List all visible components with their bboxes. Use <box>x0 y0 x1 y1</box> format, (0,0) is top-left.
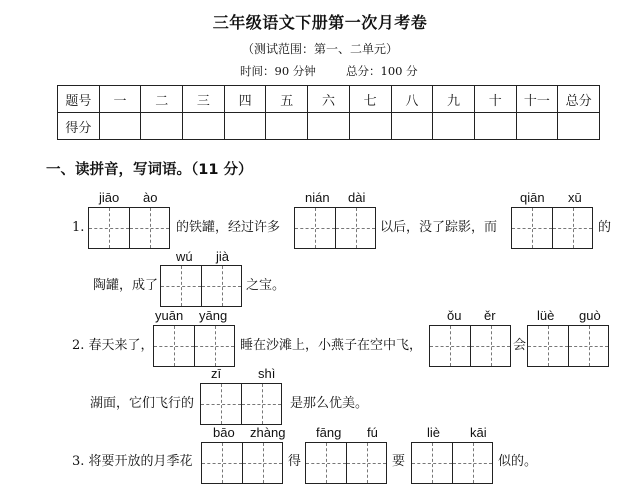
pinyin-label: ào <box>143 190 158 205</box>
score-cell[interactable] <box>474 113 516 140</box>
score-cell[interactable] <box>349 113 391 140</box>
question-text: 之宝。 <box>246 278 286 293</box>
score-cell[interactable] <box>266 113 308 140</box>
score-table-header: 一 <box>99 86 141 113</box>
score-table-header-row <box>58 86 600 113</box>
pinyin-label: ǒu <box>447 308 462 323</box>
question-text: 湖面，它们飞行的 <box>90 396 195 411</box>
pinyin-label: nián <box>305 190 330 205</box>
section-1-title: 一、读拼音，写词语。（11 分） <box>46 162 253 178</box>
answer-grid[interactable] <box>429 325 511 367</box>
question-number: 1. <box>72 220 85 235</box>
score-table-header: 四 <box>224 86 266 113</box>
pinyin-label: bāo <box>213 425 235 440</box>
pinyin-label: dài <box>348 190 366 205</box>
question-text: 2. 春天来了， <box>72 338 154 353</box>
answer-grid[interactable] <box>294 207 376 249</box>
answer-grid[interactable] <box>200 383 282 425</box>
score-row-label: 得分 <box>58 113 100 140</box>
answer-grid[interactable] <box>527 325 609 367</box>
pinyin-label: kāi <box>470 425 487 440</box>
total-score: 总分：100 分 <box>346 64 418 78</box>
score-table-header: 五 <box>266 86 308 113</box>
test-scope: （测试范围：第一、二单元） <box>241 42 398 56</box>
question-text: 是那么优美。 <box>290 396 369 411</box>
pinyin-label: guò <box>579 308 601 323</box>
answer-grid[interactable] <box>411 442 493 484</box>
score-cell[interactable] <box>308 113 350 140</box>
question-text: 似的。 <box>498 454 538 469</box>
score-cell[interactable] <box>183 113 225 140</box>
question-text: 得 <box>288 454 302 469</box>
answer-grid[interactable] <box>201 442 283 484</box>
pinyin-label: qiān <box>520 190 545 205</box>
pinyin-label: liè <box>427 425 441 440</box>
question-text: 要 <box>392 454 406 469</box>
score-table-header: 九 <box>433 86 475 113</box>
question-text: 以后，没了踪影，而 <box>380 220 498 235</box>
question-text: 会 <box>513 338 527 353</box>
question-text: 的铁罐，经过许多 <box>176 220 281 235</box>
score-cell[interactable] <box>391 113 433 140</box>
score-cell[interactable] <box>99 113 141 140</box>
pinyin-label: wú <box>176 249 193 264</box>
pinyin-label: lüè <box>537 308 555 323</box>
question-text: 睡在沙滩上，小燕子在空中飞， <box>240 338 423 353</box>
pinyin-label: fú <box>367 425 378 440</box>
score-table-header: 三 <box>183 86 225 113</box>
score-table-header: 八 <box>391 86 433 113</box>
answer-grid[interactable] <box>88 207 170 249</box>
score-cell[interactable] <box>224 113 266 140</box>
pinyin-label: zī <box>211 366 222 381</box>
score-table-header: 七 <box>349 86 391 113</box>
score-table-header: 十一 <box>516 86 558 113</box>
question-text: 陶罐，成了 <box>93 278 159 293</box>
pinyin-label: zhàng <box>250 425 286 440</box>
score-table-header: 六 <box>308 86 350 113</box>
pinyin-label: jià <box>216 249 230 264</box>
score-table-header: 总分 <box>558 86 600 113</box>
score-cell[interactable] <box>558 113 600 140</box>
pinyin-label: yuān <box>155 308 184 323</box>
pinyin-label: fāng <box>316 425 342 440</box>
pinyin-label: ěr <box>484 308 496 323</box>
pinyin-label: jiāo <box>99 190 120 205</box>
answer-grid[interactable] <box>153 325 235 367</box>
score-table-header: 题号 <box>58 86 100 113</box>
page-title: 三年级语文下册第一次月考卷 <box>212 13 428 32</box>
pinyin-label: yāng <box>199 308 228 323</box>
score-cell[interactable] <box>141 113 183 140</box>
pinyin-label: xū <box>568 190 582 205</box>
answer-grid[interactable] <box>511 207 593 249</box>
question-text: 3. 将要开放的月季花 <box>72 454 193 469</box>
score-cell[interactable] <box>433 113 475 140</box>
time-limit: 时间：90 分钟 <box>240 64 316 78</box>
score-cell[interactable] <box>516 113 558 140</box>
answer-grid[interactable] <box>305 442 387 484</box>
score-table-header: 二 <box>141 86 183 113</box>
question-text: 的 <box>598 220 612 235</box>
score-table <box>57 85 600 140</box>
score-table-score-row <box>58 113 600 140</box>
answer-grid[interactable] <box>160 265 242 307</box>
score-table-header: 十 <box>474 86 516 113</box>
pinyin-label: shì <box>258 366 276 381</box>
